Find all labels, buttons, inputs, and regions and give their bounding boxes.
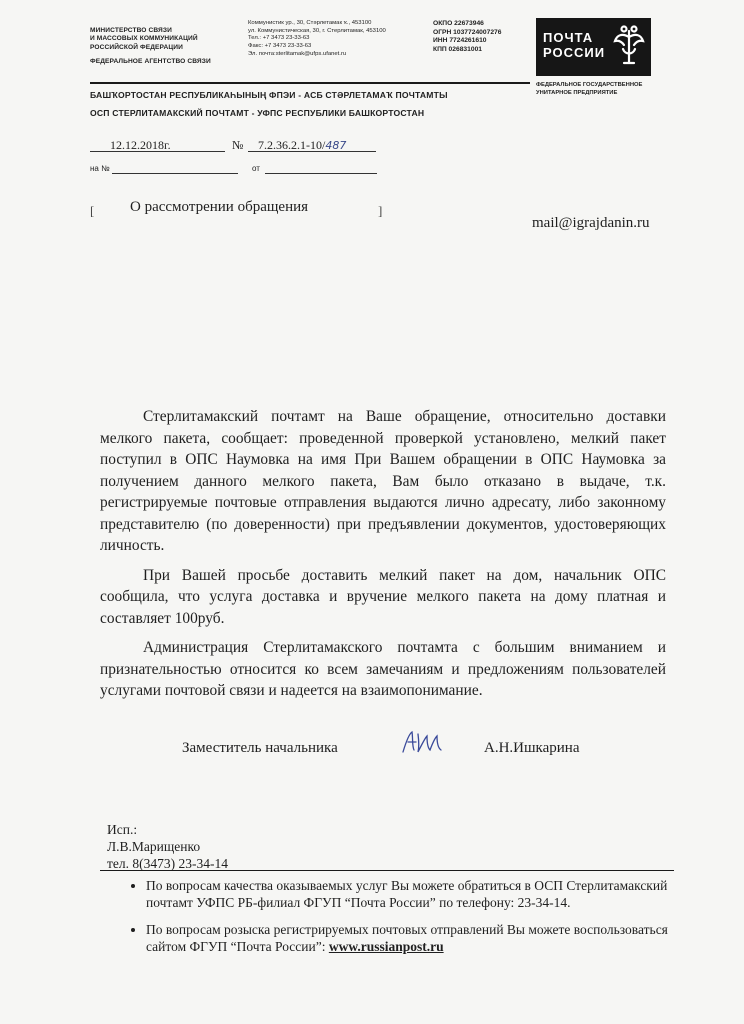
inn-code: ИНН 7724261610 [433, 37, 487, 45]
russianpost-link[interactable]: www.russianpost.ru [328, 938, 444, 954]
handwritten-signature [400, 728, 444, 758]
ministry-line: МИНИСТЕРСТВО СВЯЗИ [90, 27, 172, 34]
kpp-code: КПП 026831001 [433, 45, 483, 53]
address-line: ул. Коммунистическая, 30, г. Стерлитамак, 453100 [248, 27, 386, 34]
body-paragraph: Администрация Стерлитамакского почтамта с большим вниманием и признательностью относится ко всем замечаниям и предложениям пользователей услугами почтовой связи и надеется на взаимопонимание. [100, 639, 666, 699]
na-label: на № [90, 164, 110, 173]
logo-text [543, 30, 605, 60]
number-printed: 7.2.36.2.1-10/ [258, 138, 326, 152]
ministry-block [90, 27, 211, 67]
letter-body [100, 406, 666, 702]
reference-row [90, 164, 390, 178]
logo-line: РОССИИ [543, 45, 606, 60]
header-divider [90, 82, 530, 84]
footer-note-quality: • По вопросам качества оказываемых услуг Вы можете обратиться в ОСП Стерлитамакский почтамт УФПС РБ-филиал ФГУП “Почта России” по телефону: 23-34-14. [146, 878, 680, 911]
number-sign: № [232, 138, 244, 152]
letter-date: 12.12.2018г. [110, 138, 171, 152]
ot-label: от [252, 164, 260, 173]
body-paragraph: Стерлитамакский почтамт на Ваше обращение, относительно доставки мелкого пакета, сообщает: проведенной проверкой установлено, мелкий пакет поступил в ОПС Наумовка на имя При Вашем обращении в ОПС Наумовка за получением данного мелкого пакета, Вам было отказано в выдаче, т.к. регистрируемые почтовые отправления выдаются лично адресату, либо законному представителю (по доверенности) при предъявлении документов, удостоверяющих личность. [100, 408, 666, 554]
executor-name: Л.В.Марищенко [107, 839, 201, 854]
address-block [248, 20, 386, 59]
signatory-name: А.Н.Ишкарина [484, 740, 580, 756]
ministry-line: И МАССОВЫХ КОММУНИКАЦИЙ [90, 35, 198, 43]
signatory-title: Заместитель начальника [182, 740, 338, 756]
phone-line: Тел.: +7 3473 23-33-63 [248, 35, 310, 42]
subject-bracket-right: ] [378, 203, 383, 218]
logo-sub-line: ФЕДЕРАЛЬНОЕ ГОСУДАРСТВЕННОЕ [536, 82, 643, 88]
fax-line: Факс: +7 3473 23-33-63 [248, 43, 312, 50]
date-number-row [90, 138, 390, 156]
ogrn-code: ОГРН 1037724007276 [433, 28, 502, 36]
bashkir-org-line: БАШҠОРТОСТАН РЕСПУБЛИКАҺЫНЫҢ ФПЭИ - АСБ СТӘРЛЕТАМАҠ ПОЧТАМТЫ [90, 90, 448, 100]
ministry-line: РОССИЙСКОЙ ФЕДЕРАЦИИ [90, 43, 183, 51]
ot-underline [265, 173, 377, 174]
footer-note-text: По вопросам розыска регистрируемых почтовых отправлений Вы можете воспользоваться сайтом ФГУП “Почта России”: [146, 922, 668, 954]
subject-bracket-left: [ [90, 203, 95, 218]
footer-note-tracking [146, 922, 680, 955]
agency-name: ФЕДЕРАЛЬНОЕ АГЕНТСТВО СВЯЗИ [90, 58, 211, 66]
recipient-email: mail@igrajdanin.ru [532, 215, 650, 231]
eagle-emblem-icon [612, 23, 646, 71]
na-underline [112, 173, 238, 174]
okpo-code: ОКПО 22673946 [433, 20, 484, 27]
executor-label: Исп.: [107, 822, 138, 837]
footer-divider [100, 870, 674, 871]
logo-line: ПОЧТА [543, 30, 594, 45]
letter-number [258, 138, 346, 153]
footer-notes [120, 878, 680, 966]
osp-org-line: ОСП СТЕРЛИТАМАКСКИЙ ПОЧТАМТ - УФПС РЕСПУБЛИКИ БАШКОРТОСТАН [90, 108, 425, 118]
body-paragraph: При Вашей просьбе доставить мелкий пакет на дом, начальник ОПС сообщила, что услуга доставка и вручение мелкого пакета на дому платная и составляет 100руб. [100, 566, 666, 627]
logo-subtitle [536, 82, 642, 97]
number-handwritten: 487 [325, 139, 347, 152]
logo-sub-line: УНИТАРНОЕ ПРЕДПРИЯТИЕ [536, 89, 618, 96]
subject-line: О рассмотрении обращения [130, 199, 309, 215]
address-line: Коммунистик ур., 30, Стәрлетамак ҡ., 453100 [248, 20, 372, 26]
email-line: Эл. почта:sterlitamak@ufps.ufanet.ru [248, 50, 347, 57]
executor-phone: тел. 8(3473) 23-34-14 [107, 856, 228, 871]
executor-block [107, 821, 228, 872]
codes-block [433, 20, 502, 54]
